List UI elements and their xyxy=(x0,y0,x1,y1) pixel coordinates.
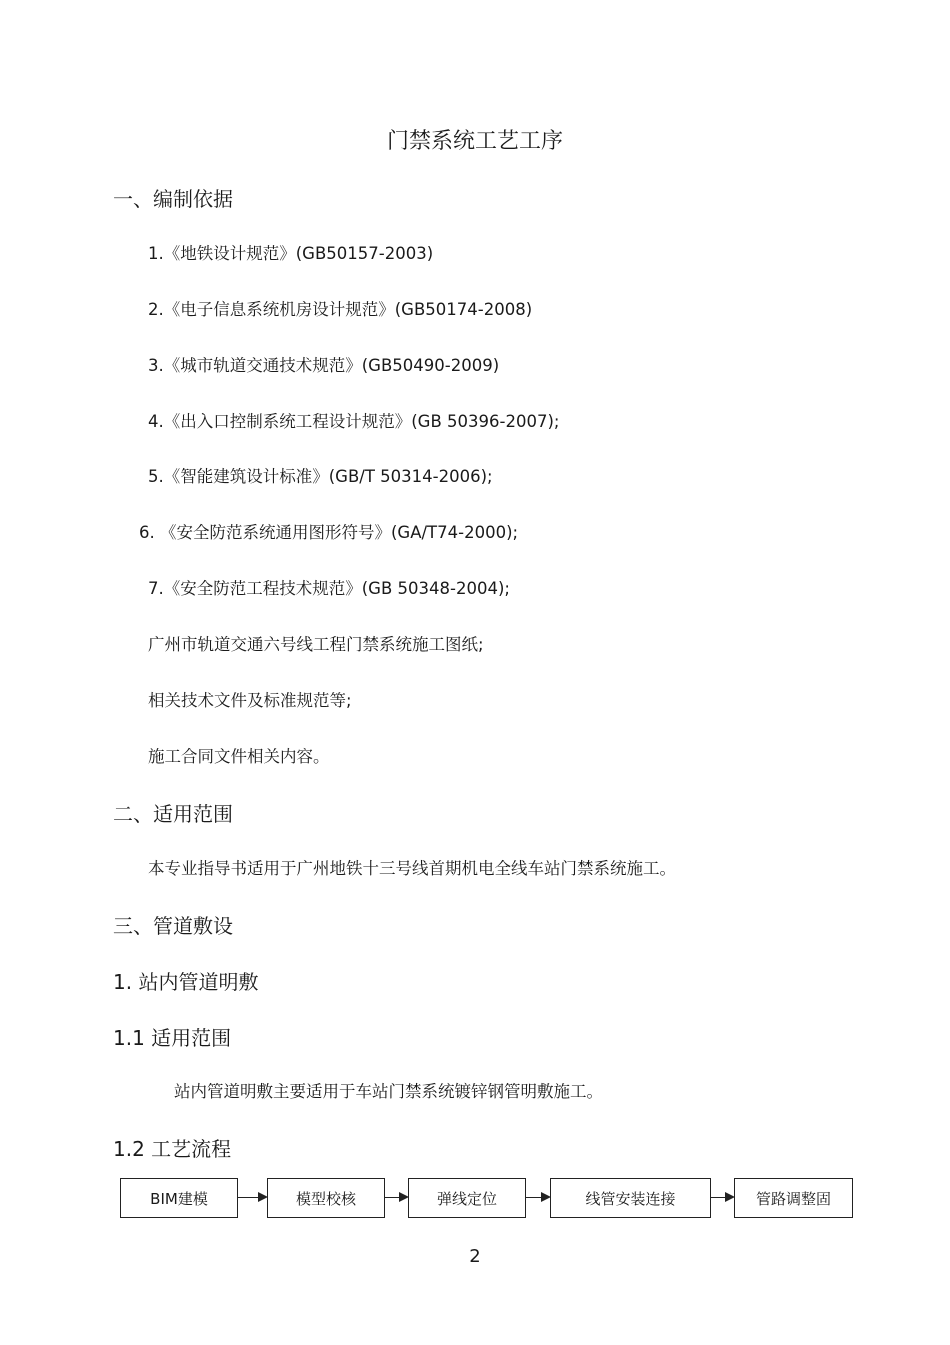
section-heading-basis: 一、编制依据 xyxy=(113,187,233,211)
flow-step-bim-modeling: BIM建模 xyxy=(120,1178,238,1218)
section-heading-pipe-laying: 三、管道敷设 xyxy=(113,914,233,938)
scope-paragraph: 本专业指导书适用于广州地铁十三号线首期机电全线车站门禁系统施工。 xyxy=(148,859,676,878)
flow-arrow xyxy=(526,1197,549,1198)
flow-arrow xyxy=(238,1197,266,1198)
reference-drawings: 广州市轨道交通六号线工程门禁系统施工图纸; xyxy=(148,635,484,654)
reference-item-2: 2.《电子信息系统机房设计规范》(GB50174-2008) xyxy=(148,300,533,319)
page-number: 2 xyxy=(469,1246,481,1267)
reference-item-6: 6. 《安全防范系统通用图形符号》(GA/T74-2000); xyxy=(139,523,519,542)
reference-item-1: 1.《地铁设计规范》(GB50157-2003) xyxy=(148,244,434,263)
subsection-heading-scope: 1.1 适用范围 xyxy=(113,1026,232,1050)
flow-arrow xyxy=(711,1197,733,1198)
reference-contract: 施工合同文件相关内容。 xyxy=(148,747,330,766)
flow-step-model-check: 模型校核 xyxy=(267,1178,385,1218)
flow-step-pipe-adjustment: 管路调整固 xyxy=(734,1178,853,1218)
reference-standards: 相关技术文件及标准规范等; xyxy=(148,691,352,710)
flow-step-line-positioning: 弹线定位 xyxy=(408,1178,526,1218)
reference-item-7: 7.《安全防范工程技术规范》(GB 50348-2004); xyxy=(148,579,510,598)
exposed-pipe-scope-paragraph: 站内管道明敷主要适用于车站门禁系统镀锌钢管明敷施工。 xyxy=(174,1082,603,1101)
reference-item-4: 4.《出入口控制系统工程设计规范》(GB 50396-2007); xyxy=(148,412,560,431)
reference-item-3: 3.《城市轨道交通技术规范》(GB50490-2009) xyxy=(148,356,500,375)
document-title: 门禁系统工艺工序 xyxy=(386,129,563,154)
reference-item-5: 5.《智能建筑设计标准》(GB/T 50314-2006); xyxy=(148,467,493,486)
flow-step-conduit-installation: 线管安装连接 xyxy=(550,1178,711,1218)
subsection-heading-process-flow: 1.2 工艺流程 xyxy=(113,1137,232,1161)
flow-arrow xyxy=(385,1197,407,1198)
subsection-heading-exposed-pipe: 1. 站内管道明敷 xyxy=(113,970,259,994)
section-heading-scope: 二、适用范围 xyxy=(113,802,233,826)
